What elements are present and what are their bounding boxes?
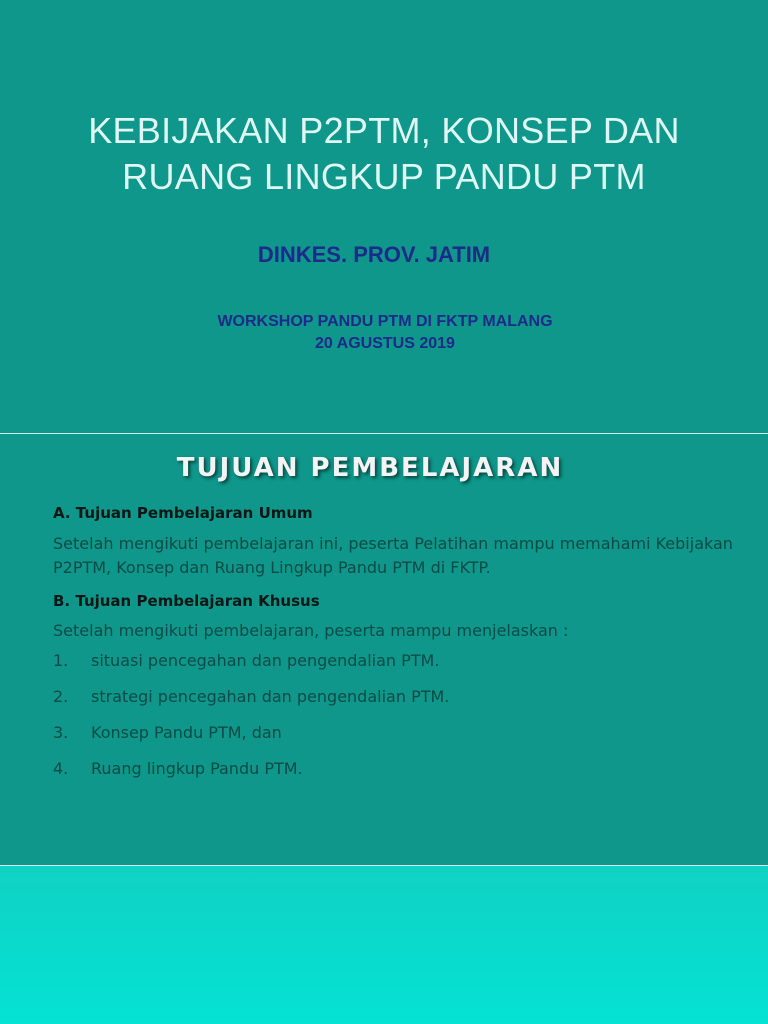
list-item-number: 3. — [53, 723, 69, 742]
general-objective-text: Setelah mengikuti pembelajaran ini, peserta Pelatihan mampu memahami Kebijakan P2PTM, Konsep dan Ruang Lingkup Pandu PTM di FKTP. — [53, 534, 733, 577]
title-line-1: KEBIJAKAN P2PTM, KONSEP DAN — [88, 110, 680, 151]
event-name: WORKSHOP PANDU PTM DI FKTP MALANG — [217, 313, 553, 330]
list-item-number: 2. — [53, 687, 69, 706]
slide-title-heading — [0, 108, 768, 200]
specific-objective-title: B. Tujuan Pembelajaran Khusus — [53, 592, 320, 610]
list-item — [53, 721, 743, 745]
slide-title — [0, 0, 768, 433]
list-item-text: strategi pencegahan dan pengendalian PTM. — [91, 687, 450, 706]
objectives-body — [53, 504, 743, 793]
title-line-2: RUANG LINGKUP PANDU PTM — [122, 156, 646, 197]
list-item-text: Ruang lingkup Pandu PTM. — [91, 759, 303, 778]
list-item-number: 1. — [53, 651, 69, 670]
objectives-heading: TUJUAN PEMBELAJARAN — [176, 453, 564, 483]
list-item — [53, 757, 743, 781]
list-item — [53, 649, 743, 673]
event-info — [0, 311, 768, 355]
list-item-text: situasi pencegahan dan pengendalian PTM. — [91, 651, 440, 670]
general-objective-title: A. Tujuan Pembelajaran Umum — [53, 504, 313, 522]
slide-next-partial — [0, 866, 768, 1024]
list-item-number: 4. — [53, 759, 69, 778]
objective-list — [53, 649, 743, 781]
list-item-text: Konsep Pandu PTM, dan — [91, 723, 282, 742]
slide-objectives — [0, 434, 768, 865]
list-item — [53, 685, 743, 709]
event-date: 20 AGUSTUS 2019 — [315, 335, 455, 352]
specific-objective-intro: Setelah mengikuti pembelajaran, peserta mampu menjelaskan : — [53, 621, 569, 640]
organization-name: DINKES. PROV. JATIM — [257, 242, 491, 267]
